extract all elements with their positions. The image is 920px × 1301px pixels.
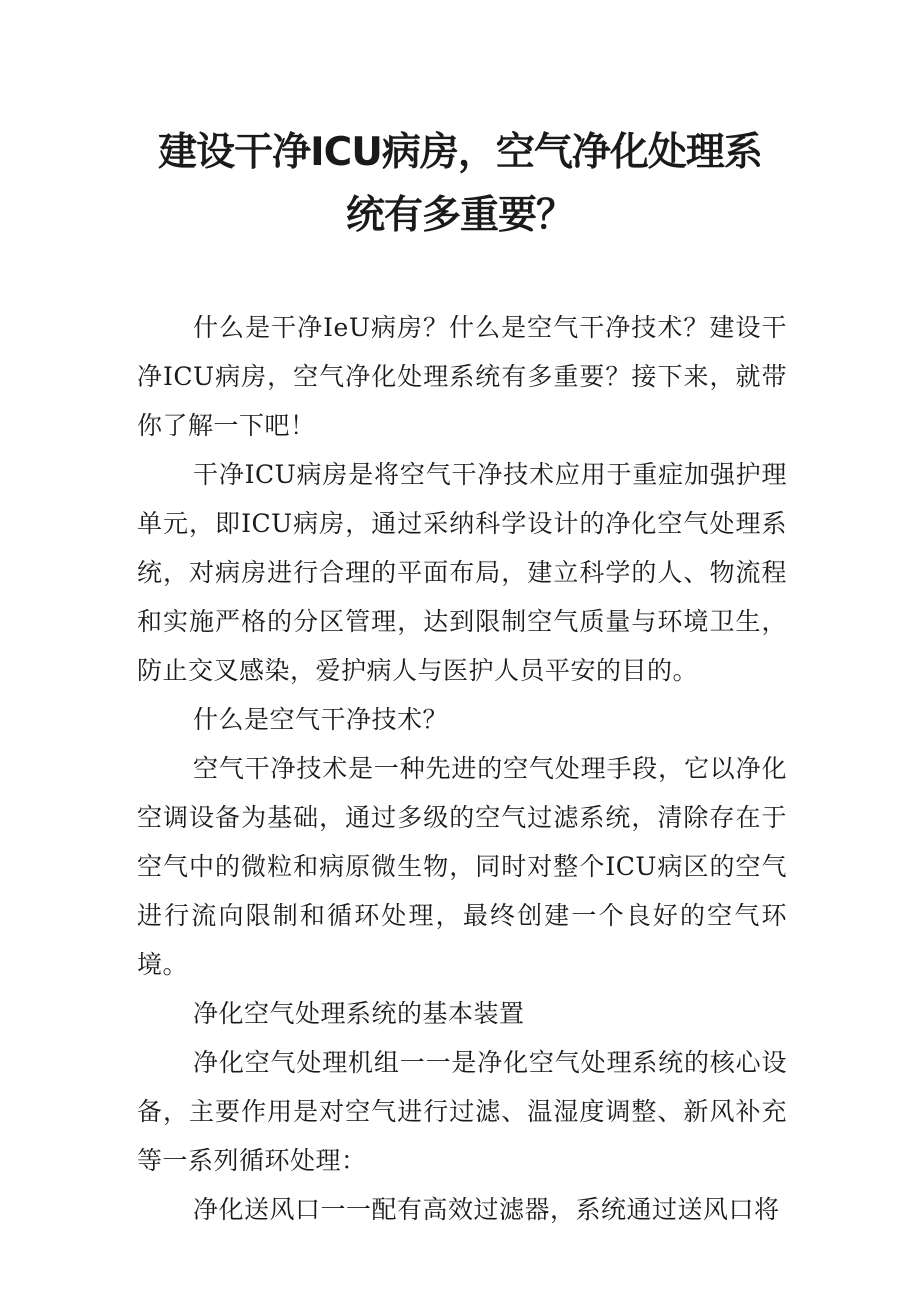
paragraph-intro: 什么是干净IeU病房？什么是空气干净技术？建设干净ICU病房，空气净化处理系统有多重要？接下来，就带你了解一下吧！ — [137, 313, 787, 440]
section-heading-clean-technology: 什么是空气干净技术？ — [193, 705, 449, 734]
document-body — [137, 303, 787, 1234]
paragraph-air-handling-unit: 净化空气处理机组一一是净化空气处理系统的核心设备，主要作用是对空气进行过滤、温湿度调整、新风补充等一系列循环处理： — [137, 1048, 787, 1175]
document-title-line-2: 统有多重要？ — [345, 193, 574, 238]
paragraph-supply-air-outlet: 净化送风口一一配有高效过滤器，系统通过送风口将 — [193, 1195, 780, 1224]
section-heading-basic-devices: 净化空气处理系统的基本装置 — [193, 999, 525, 1028]
paragraph-clean-technology: 空气干净技术是一种先进的空气处理手段，它以净化空调设备为基础，通过多级的空气过滤系统，清除存在于空气中的微粒和病原微生物，同时对整个ICU病区的空气进行流向限制和循环处理，最终创建一个良好的空气环境。 — [137, 754, 787, 979]
paragraph-clean-icu-definition: 干净ICU病房是将空气干净技术应用于重症加强护理单元，即ICU病房，通过采纳科学设计的净化空气处理系统，对病房进行合理的平面布局，建立科学的人、物流程和实施严格的分区管理，达到限制空气质量与环境卫生，防止交叉感染，爱护病人与医护人员平安的目的。 — [137, 460, 787, 685]
document-title-line-1: 建设干净ICU病房，空气净化处理系 — [158, 130, 762, 175]
